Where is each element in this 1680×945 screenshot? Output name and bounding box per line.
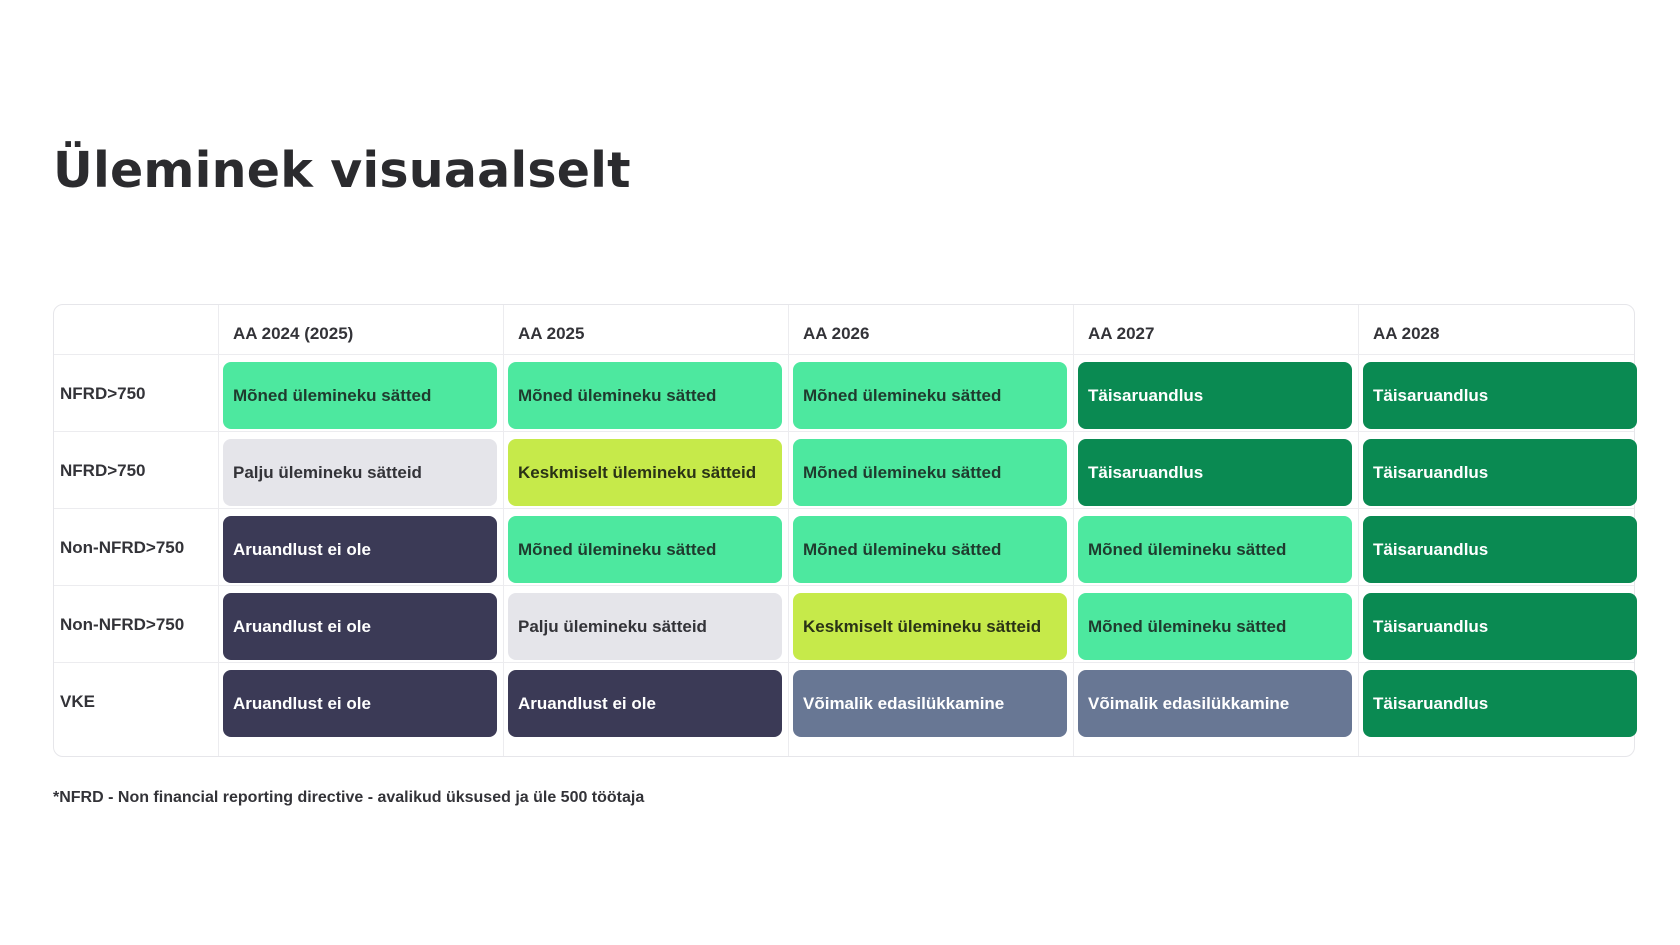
- row-divider: [54, 354, 1634, 355]
- status-cell: Aruandlust ei ole: [223, 593, 497, 660]
- row-divider: [54, 508, 1634, 509]
- row-divider: [54, 585, 1634, 586]
- status-cell: Mõned ülemineku sätted: [508, 362, 782, 429]
- footnote: *NFRD - Non financial reporting directive - avalikud üksused ja üle 500 töötaja: [53, 789, 645, 806]
- column-divider: [1073, 305, 1074, 756]
- status-cell: Aruandlust ei ole: [223, 516, 497, 583]
- status-cell: Täisaruandlus: [1363, 593, 1637, 660]
- status-cell: Täisaruandlus: [1363, 362, 1637, 429]
- row-label: NFRD>750: [60, 461, 146, 480]
- status-cell: Mõned ülemineku sätted: [793, 516, 1067, 583]
- status-cell: Palju ülemineku sätteid: [508, 593, 782, 660]
- column-header: AA 2024 (2025): [233, 324, 354, 343]
- status-cell: Keskmiselt ülemineku sätteid: [793, 593, 1067, 660]
- status-cell: Palju ülemineku sätteid: [223, 439, 497, 506]
- status-cell: Aruandlust ei ole: [223, 670, 497, 737]
- status-cell: Mõned ülemineku sätted: [1078, 516, 1352, 583]
- column-divider: [503, 305, 504, 756]
- page-title: Üleminek visuaalselt: [53, 142, 631, 199]
- column-divider: [788, 305, 789, 756]
- column-header: AA 2028: [1373, 324, 1440, 343]
- row-label: NFRD>750: [60, 384, 146, 403]
- column-header: AA 2027: [1088, 324, 1155, 343]
- status-cell: Mõned ülemineku sätted: [793, 362, 1067, 429]
- status-cell: Võimalik edasilükkamine: [1078, 670, 1352, 737]
- status-cell: Täisaruandlus: [1363, 439, 1637, 506]
- row-label: Non-NFRD>750: [60, 615, 185, 634]
- row-divider: [54, 431, 1634, 432]
- row-label: Non-NFRD>750: [60, 538, 185, 557]
- status-cell: Täisaruandlus: [1363, 670, 1637, 737]
- status-cell: Mõned ülemineku sätted: [793, 439, 1067, 506]
- column-divider: [218, 305, 219, 756]
- column-header: AA 2025: [518, 324, 585, 343]
- column-header: AA 2026: [803, 324, 870, 343]
- status-cell: Võimalik edasilükkamine: [793, 670, 1067, 737]
- status-cell: Mõned ülemineku sätted: [508, 516, 782, 583]
- row-label: VKE: [60, 692, 95, 711]
- status-cell: Täisaruandlus: [1078, 362, 1352, 429]
- status-cell: Mõned ülemineku sätted: [1078, 593, 1352, 660]
- status-cell: Aruandlust ei ole: [508, 670, 782, 737]
- status-cell: Keskmiselt ülemineku sätteid: [508, 439, 782, 506]
- row-divider: [54, 662, 1634, 663]
- column-divider: [1358, 305, 1359, 756]
- status-cell: Täisaruandlus: [1363, 516, 1637, 583]
- status-cell: Mõned ülemineku sätted: [223, 362, 497, 429]
- status-cell: Täisaruandlus: [1078, 439, 1352, 506]
